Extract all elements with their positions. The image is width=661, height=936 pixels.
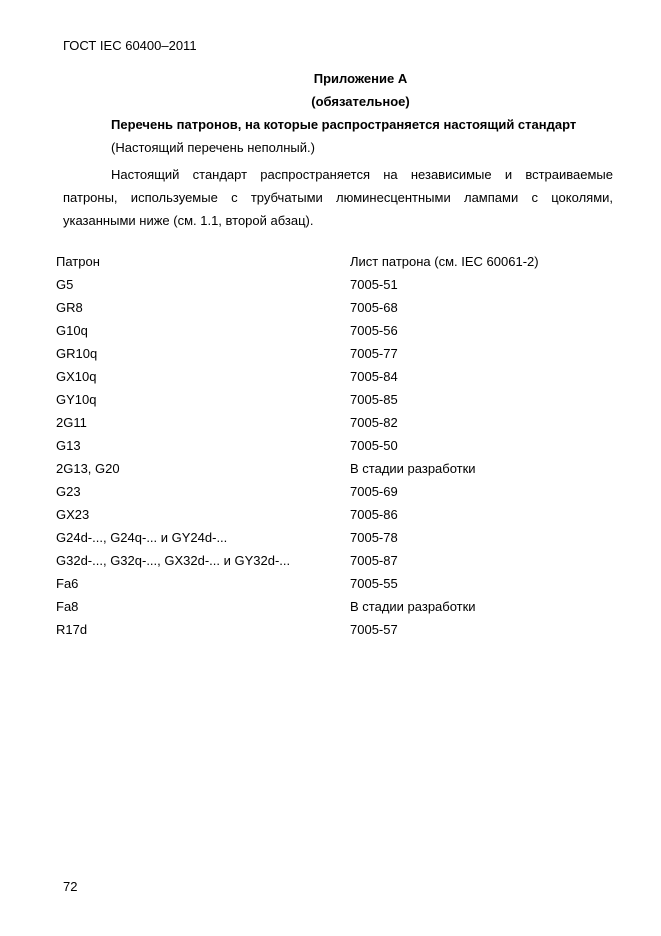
table-row: [56, 415, 616, 438]
sheet-cell: 7005-57: [350, 622, 398, 637]
lampholder-cell: G23: [56, 484, 81, 499]
lampholder-cell: GR8: [56, 300, 83, 315]
annex-note: (Настоящий перечень неполный.): [111, 140, 315, 155]
table-row: [56, 277, 616, 300]
lampholder-cell: GY10q: [56, 392, 97, 407]
table-row: [56, 438, 616, 461]
sheet-cell: 7005-84: [350, 369, 398, 384]
table-header-row: [56, 254, 616, 277]
lampholder-cell: Fa8: [56, 599, 79, 614]
lampholder-cell: GX10q: [56, 369, 97, 384]
sheet-cell: 7005-87: [350, 553, 398, 568]
table-row: [56, 484, 616, 507]
sheet-cell: 7005-51: [350, 277, 398, 292]
lampholder-cell: GX23: [56, 507, 90, 522]
table-row: [56, 507, 616, 530]
lampholder-cell: G10q: [56, 323, 88, 338]
table-row: [56, 599, 616, 622]
lampholder-cell: G32d-..., G32q-..., GX32d-... и GY32d-...: [56, 553, 291, 568]
sheet-cell: 7005-56: [350, 323, 398, 338]
sheet-cell: В стадии разработки: [350, 599, 476, 614]
sheet-cell: В стадии разработки: [350, 461, 476, 476]
sheet-cell: 7005-55: [350, 576, 398, 591]
sheet-cell: 7005-85: [350, 392, 398, 407]
table-row: [56, 323, 616, 346]
sheet-cell: 7005-86: [350, 507, 398, 522]
sheet-cell: 7005-78: [350, 530, 398, 545]
table-row: [56, 553, 616, 576]
table-row: [56, 300, 616, 323]
lampholder-cell: GR10q: [56, 346, 98, 361]
sheet-cell: 7005-82: [350, 415, 398, 430]
annex-subtitle: Перечень патронов, на которые распространяется настоящий стандарт: [111, 117, 577, 132]
table-row: [56, 369, 616, 392]
column-header-sheet: Лист патрона (см. IEC 60061-2): [350, 254, 539, 269]
lampholder-cell: 2G11: [56, 415, 87, 430]
sheet-cell: 7005-77: [350, 346, 398, 361]
lampholder-table: [56, 254, 616, 645]
table-row: [56, 530, 616, 553]
lampholder-cell: R17d: [56, 622, 88, 637]
lampholder-cell: G5: [56, 277, 74, 292]
sheet-cell: 7005-50: [350, 438, 398, 453]
table-row: [56, 392, 616, 415]
lampholder-cell: Fa6: [56, 576, 79, 591]
table-row: [56, 576, 616, 599]
annex-status: (обязательное): [311, 94, 410, 109]
sheet-cell: 7005-68: [350, 300, 398, 315]
column-header-lampholder: Патрон: [56, 254, 100, 269]
lampholder-cell: G24d-..., G24q-... и GY24d-...: [56, 530, 228, 545]
table-row: [56, 461, 616, 484]
annex-title: Приложение А: [313, 71, 408, 86]
lampholder-cell: 2G13, G20: [56, 461, 120, 476]
table-row: [56, 346, 616, 369]
page-number: 72: [63, 879, 78, 894]
document-code: ГОСТ IEC 60400–2011: [63, 38, 197, 53]
annex-paragraph: Настоящий стандарт распространяется на независимые и встраиваемые патроны, используемые с трубчатыми люминесцентными лампами с цоколями, указанными ниже (см. 1.1, второй абзац).: [63, 167, 613, 228]
sheet-cell: 7005-69: [350, 484, 398, 499]
table-row: [56, 622, 616, 645]
lampholder-cell: G13: [56, 438, 81, 453]
